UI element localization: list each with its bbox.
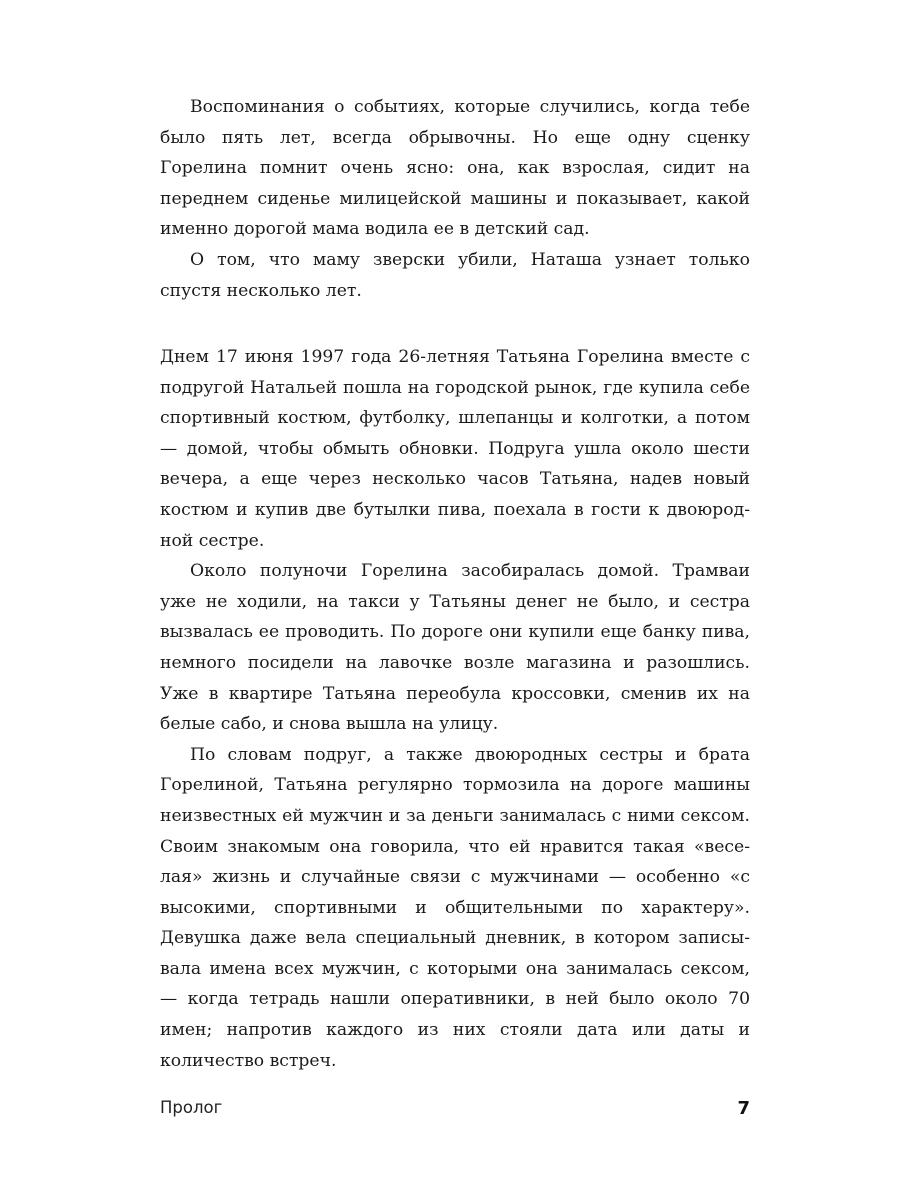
- paragraph: Воспоминания о событиях, которые случились, когда тебе было пять лет, всегда обрывочны. Но еще одну сценку Горелина помнит очень ясно: она, как взрослая, сидит на переднем сиденье милицейской машины и показывает, какой именно дорогой мама водила ее в детский сад.: [160, 97, 750, 240]
- paragraph: Днем 17 июня 1997 года 26-летняя Татьяна Горелина вместе с подругой Натальей пошла на городской рынок, где купила себе спортивный костюм, футболку, шлепанцы и колготки, а потом — домой, чтобы обмыть обновки. Подруга ушла около шести вечера, а еще через несколько часов Татьяна, надев новый костюм и купив две бутылки пива, поехала в гости к двоюродной сестре.: [160, 347, 750, 551]
- paragraph: Около полуночи Горелина засобиралась домой. Трамваи уже не ходили, на такси у Татьяны денег не было, и сестра вызвалась ее проводить. По дороге они купили еще банку пива, немного посидели на лавочке возле магазина и разошлись. Уже в квартире Татьяна переобула кроссовки, сменив их на белые сабо, и снова вышла на улицу.: [160, 561, 750, 735]
- paragraph: По словам подруг, а также двоюродных сестры и брата Горелиной, Татьяна регулярно тормозила на дороге машины неизвестных ей мужчин и за деньги занималась с ними сексом. Своим знакомым она говорила, что ей нравится такая «веселая» жизнь и случайные связи с мужчинами — особенно «с высокими, спортивными и общительными по характеру». Девушка даже вела специальный дневник, в котором записывала имена всех мужчин, с которыми она занималась сексом, — когда тетрадь нашли оперативники, в ней было около 70 имен; напротив каждого из них стояли дата или даты и количество встреч.: [160, 744, 750, 1071]
- text-section-1: [160, 92, 750, 306]
- running-head: Пролог: [160, 1098, 223, 1117]
- page-number: 7: [737, 1098, 750, 1119]
- paragraph: О том, что маму зверски убили, Наташа узнает только спустя несколько лет.: [160, 249, 750, 301]
- page-footer: [160, 1098, 750, 1122]
- text-section-2: [160, 342, 750, 1076]
